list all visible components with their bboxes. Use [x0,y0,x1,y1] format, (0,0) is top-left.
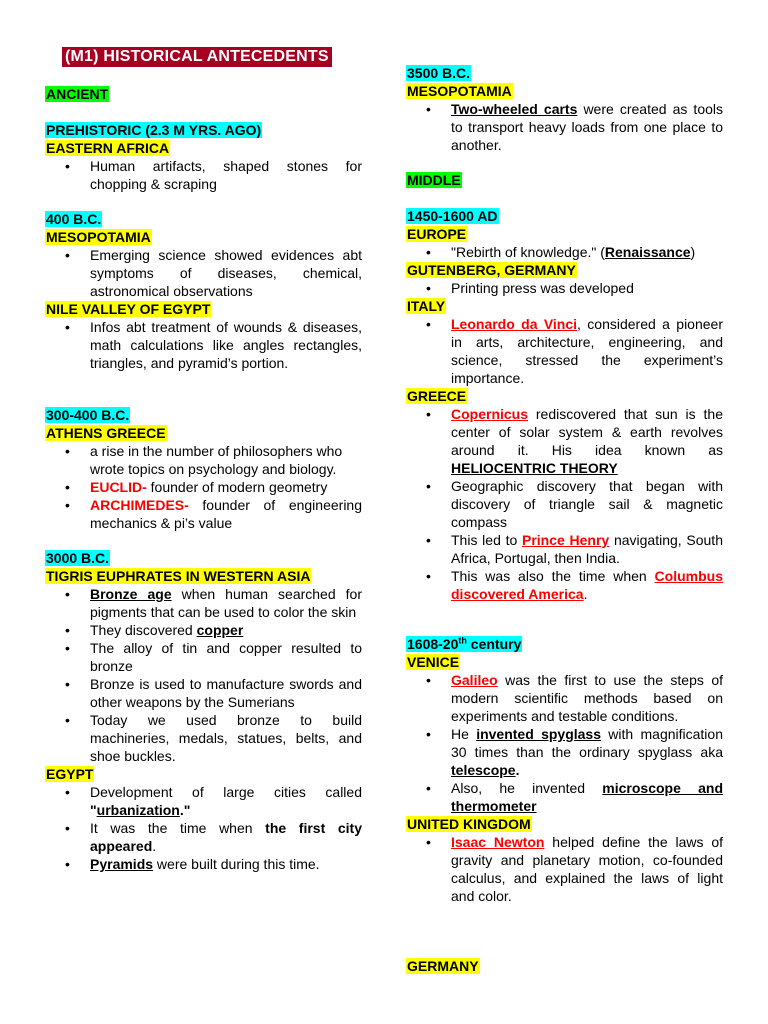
list-item: • Isaac Newton helped define the laws of gravity and planetary motion, co-founded calculus, and explained the laws of light and color. [406,833,723,905]
list-item: • Human artifacts, shaped stones for chopping & scraping [45,157,362,193]
place-label: NILE VALLEY OF EGYPT [46,301,211,317]
period-label: 400 B.C. [46,211,102,227]
list-item: • The alloy of tin and copper resulted to bronze [45,639,362,675]
place-label: UNITED KINGDOM [407,816,531,832]
list-item: • It was the time when the first city appeared. [45,819,362,855]
list-item: • Emerging science showed evidences abt symptoms of diseases, chemical, astronomical observations [45,246,362,300]
list-item: • a rise in the number of philosophers who wrote topics on psychology and biology. [45,442,362,478]
list-item: • "Rebirth of knowledge." (Renaissance) [406,243,723,261]
period-label: 3000 B.C. [46,550,110,566]
list-item: • ARCHIMEDES- founder of engineering mechanics & pi’s value [45,496,362,532]
place-label: GERMANY [407,958,479,974]
person-name: Columbus discovered America [451,568,723,602]
section-germany [406,957,480,975]
list-item: • Today we used bronze to build machineries, medals, statues, belts, and shoe buckles. [45,711,362,765]
section-ancient [45,85,109,103]
period-label: 1450-1600 AD [407,208,498,224]
place-label: EASTERN AFRICA [46,140,170,156]
place-label: EGYPT [46,766,94,782]
list-item: • Galileo was the first to use the steps of modern scientific methods based on experiments and testable conditions. [406,671,723,725]
place-label: GUTENBERG, GERMANY [407,262,576,278]
period-label: 1608-20th century [407,635,522,652]
list-item: • Printing press was developed [406,279,723,297]
list-item: • Pyramids were built during this time. [45,855,362,873]
place-label: ITALY [407,298,446,314]
section-1450ad [406,207,723,603]
list-item: • He invented spyglass with magnification 30 times than the ordinary spyglass aka telescope. [406,725,723,779]
list-item: • EUCLID- founder of modern geometry [45,478,362,496]
section-middle [406,171,462,189]
section-3000bc [45,549,362,873]
list-item: • This was also the time when Columbus discovered America. [406,567,723,603]
period-label: 300-400 B.C. [46,407,130,423]
section-300bc [45,406,362,532]
list-item: • Development of large cities called "urbanization." [45,783,362,819]
place-label: EUROPE [407,226,467,242]
period-label: 3500 B.C. [407,65,471,81]
person-name: ARCHIMEDES- [90,497,189,513]
list-item: • This led to Prince Henry navigating, South Africa, Portugal, then India. [406,531,723,567]
place-label: MESOPOTAMIA [46,229,151,245]
list-item: • Bronze age when human searched for pigments that can be used to color the skin [45,585,362,621]
place-label: TIGRIS EUPHRATES IN WESTERN ASIA [46,568,311,584]
section-400bc [45,210,362,372]
section-3500bc [406,64,723,154]
person-name: Leonardo da Vinci [451,316,578,332]
list-item: • Copernicus rediscovered that sun is the center of solar system & earth revolves around it. His idea known as HELIOCENTRIC THEORY [406,405,723,477]
era-label-middle: MIDDLE [407,172,461,188]
list-item: • Geographic discovery that began with discovery of triangle sail & magnetic compass [406,477,723,531]
person-name: Isaac Newton [451,834,545,850]
person-name: EUCLID- [90,479,147,495]
place-label: ATHENS GREECE [46,425,166,441]
era-label-ancient: ANCIENT [46,86,109,102]
place-label: MESOPOTAMIA [407,83,512,99]
person-name: Galileo [451,672,498,688]
list-item: • Leonardo da Vinci, considered a pioneer in arts, architecture, engineering, and science, stressed the experiment’s importance. [406,315,723,387]
list-item: • Bronze is used to manufacture swords and other weapons by the Sumerians [45,675,362,711]
period-label: PREHISTORIC (2.3 M YRS. AGO) [46,122,262,138]
section-prehistoric [45,121,362,193]
list-item: • Infos abt treatment of wounds & diseases, math calculations like angles rectangles, triangles, and pyramid’s portion. [45,318,362,372]
list-item: • Two-wheeled carts were created as tools to transport heavy loads from one place to another. [406,100,723,154]
person-name: Prince Henry [522,532,610,548]
section-1608 [406,635,723,905]
place-label: VENICE [407,654,460,670]
list-item: • Also, he invented microscope and thermometer [406,779,723,815]
page-title: (M1) HISTORICAL ANTECEDENTS [62,47,332,67]
place-label: GREECE [407,388,467,404]
list-item: • They discovered copper [45,621,362,639]
person-name: Copernicus [451,406,529,422]
